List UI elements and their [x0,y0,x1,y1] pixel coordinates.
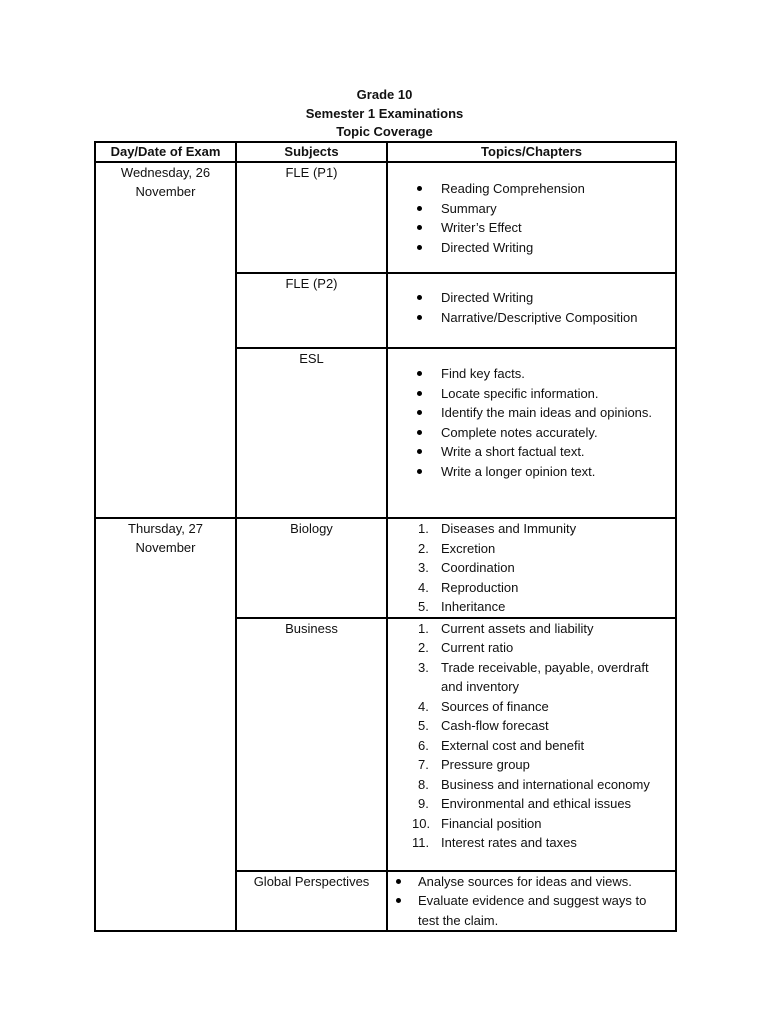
list-item [388,539,675,559]
topic-text: Analyse sources for ideas and views. [418,873,632,889]
subject-name: ESL [299,351,324,366]
topic-text: Diseases and Immunity [441,521,577,536]
bullet-icon [417,238,422,258]
table-header-row [95,142,676,162]
list-item [388,597,675,617]
subject-cell [236,518,387,618]
coverage-title: Topic Coverage [336,124,433,139]
list-number: 1. [418,521,429,536]
bullet-icon [417,218,422,238]
list-item [388,755,675,775]
document-heading [94,86,675,142]
table-row [95,162,676,273]
topic-text: Summary [441,200,497,216]
topic-text: Write a longer opinion text. [441,463,596,479]
bullet-icon [417,288,422,308]
topic-list [388,349,675,481]
list-item [388,238,675,258]
topics-cell [387,518,676,618]
list-number: 4. [418,579,429,595]
list-number: 1. [418,620,429,636]
list-item [388,558,675,578]
topics-cell [387,871,676,932]
table-row [95,518,676,618]
column-header-topics: Topics/Chapters [387,142,676,162]
topic-list [388,519,675,617]
topic-text: Inheritance [441,599,506,614]
list-number: 2. [418,640,429,655]
list-item [388,462,675,482]
topic-list [388,274,675,327]
list-number: 7. [418,757,429,772]
topic-text: Narrative/Descriptive Composition [441,309,638,325]
list-number: 8. [418,776,429,792]
list-number: 5. [418,718,429,733]
exam-day-cell [95,162,236,518]
topics-cell [387,348,676,518]
list-item [388,619,675,639]
subject-cell [236,871,387,932]
topic-text: Excretion [441,540,496,556]
list-number: 9. [418,796,429,811]
exam-day: Wednesday, 26 [120,165,211,180]
list-item [388,775,675,795]
list-item [388,403,675,423]
list-number: 2. [418,540,429,556]
bullet-icon [417,423,422,443]
subject-cell [236,162,387,273]
list-item [388,794,675,814]
topic-text: Interest rates and taxes [441,835,577,850]
list-item [388,442,675,462]
exam-day-cell [95,518,236,931]
bullet-icon [417,462,422,482]
list-number: 5. [418,599,429,614]
column-header-subjects: Subjects [236,142,387,162]
topic-text: Financial position [441,815,542,831]
topic-text: Write a short factual text. [441,444,585,459]
topic-text: Current ratio [441,640,514,655]
list-item [388,736,675,756]
topics-cell [387,273,676,348]
list-item [388,364,675,384]
list-number: 4. [418,698,429,714]
list-number: 10. [412,815,431,831]
list-number: 6. [418,737,429,753]
list-number: 3. [418,659,429,675]
topic-text: Complete notes accurately. [441,424,598,440]
list-item [388,288,675,308]
exam-title: Semester 1 Examinations [305,105,464,121]
list-item [388,891,675,930]
list-item [388,308,675,328]
list-item [388,423,675,443]
topic-text: Locate specific information. [441,385,599,401]
topic-text: Writer’s Effect [441,220,522,235]
list-item [388,179,675,199]
list-item [388,519,675,539]
topic-text: Current assets and liability [441,620,594,636]
list-item [388,872,675,892]
subject-cell [236,348,387,518]
list-number: 11. [412,835,430,850]
column-header-day: Day/Date of Exam [95,142,236,162]
bullet-icon [396,872,401,892]
topic-text: Cash-flow forecast [441,718,549,733]
subject-name: Global Perspectives [253,873,370,889]
exam-month: November [135,539,196,555]
exam-schedule-table [94,141,677,932]
list-item [388,199,675,219]
subject-name: FLE (P1) [285,165,338,180]
list-item [388,716,675,736]
bullet-icon [417,308,422,328]
topic-text: Directed Writing [441,239,534,255]
list-item [388,638,675,658]
exam-day: Thursday, 27 [128,521,203,536]
grade-title: Grade 10 [356,87,413,102]
topics-cell [387,162,676,273]
topic-text: Find key facts. [441,366,525,381]
subject-cell [236,273,387,348]
bullet-icon [417,364,422,384]
topic-text: Business and international economy [441,776,650,792]
topic-text: Reproduction [441,579,519,595]
list-item [388,384,675,404]
topic-list [388,163,675,257]
list-number: 3. [418,560,429,575]
list-item [388,814,675,834]
topic-text: Trade receivable, payable, overdraft and inventory [441,659,649,694]
topic-text: Evaluate evidence and suggest ways to test the claim. [418,893,647,928]
subject-cell [236,618,387,871]
topics-cell [387,618,676,871]
topic-text: Reading Comprehension [441,181,585,196]
topic-text: Environmental and ethical issues [441,796,632,811]
list-item [388,218,675,238]
bullet-icon [417,403,422,423]
list-item [388,658,675,697]
bullet-icon [396,891,401,911]
subject-name: Business [285,620,338,636]
topic-text: Sources of finance [441,698,549,714]
bullet-icon [417,199,422,219]
topic-text: Coordination [441,560,515,575]
topic-text: Identify the main ideas and opinions. [441,405,653,420]
exam-month: November [135,183,196,199]
bullet-icon [417,442,422,462]
subject-name: FLE (P2) [285,276,338,291]
topic-list [388,872,675,931]
topic-text: External cost and benefit [441,737,585,753]
bullet-icon [417,384,422,404]
topic-text: Pressure group [441,757,530,772]
list-item [388,833,675,853]
list-item [388,697,675,717]
topic-text: Directed Writing [441,290,534,305]
subject-name: Biology [290,521,333,536]
bullet-icon [417,179,422,199]
list-item [388,578,675,598]
topic-list [388,619,675,853]
